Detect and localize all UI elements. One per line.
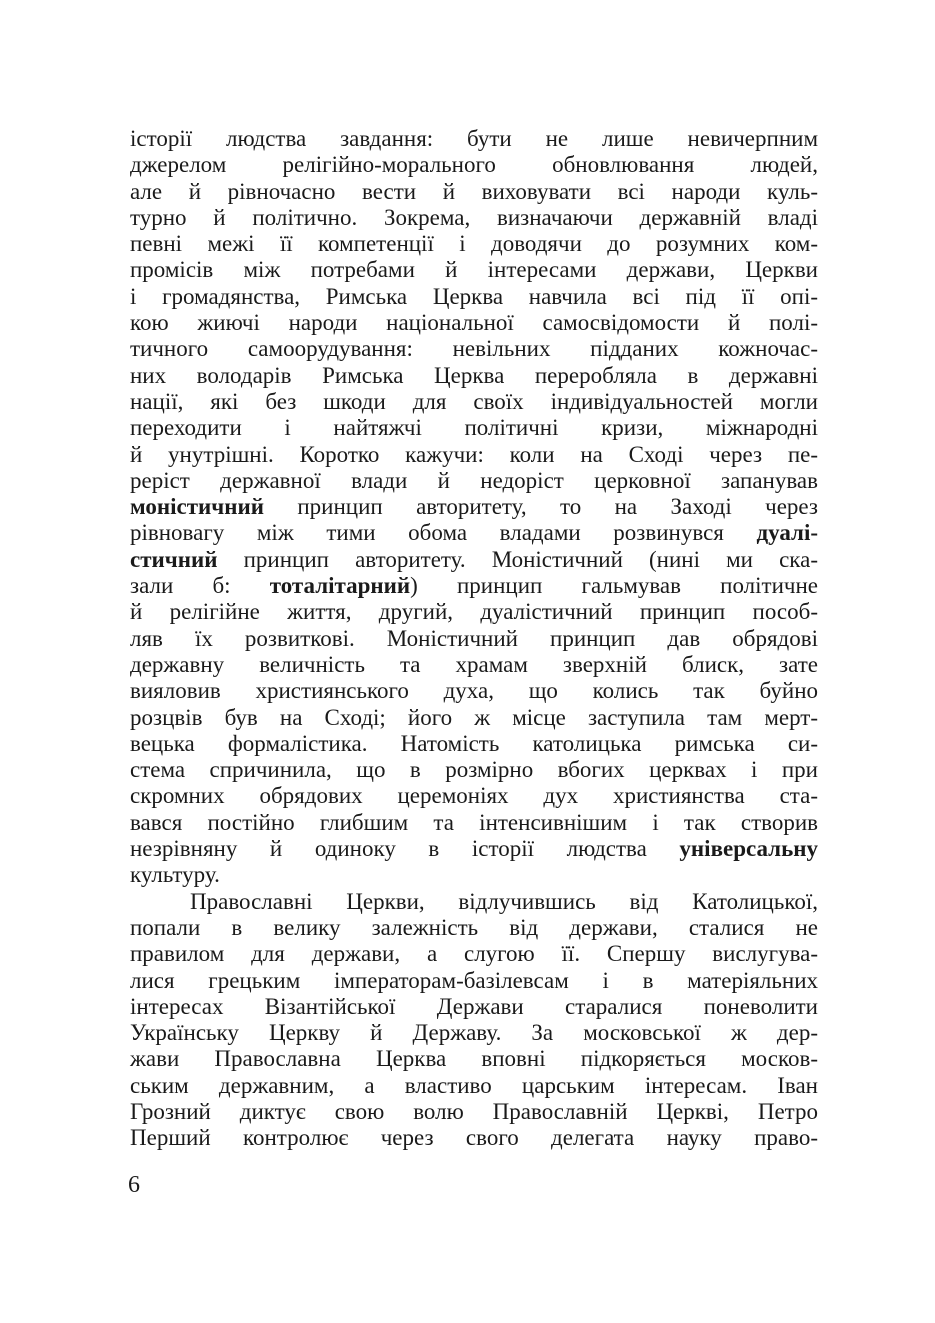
text-line	[130, 915, 818, 941]
text-line	[130, 442, 818, 468]
line-text: культуру.	[130, 862, 220, 888]
line-text: переходити і найтяжчі політичні кризи, міжнародні	[130, 415, 818, 441]
line-text: Православні Церкви, відлучившись від Католицької,	[190, 888, 818, 914]
line-text: попали в велику залежність від держави, сталися не	[130, 914, 818, 940]
line-text: правилом для держави, а слугою її. Спершу вислугува-	[130, 941, 818, 967]
text-line	[130, 889, 818, 915]
line-text: принцип авторитету. Моністичний (нині ми ска-	[217, 546, 818, 572]
text-line	[130, 652, 818, 678]
paragraph-2	[130, 889, 818, 1152]
bold-term: моністичний	[130, 494, 264, 520]
line-text: й унутрішні. Коротко кажучи: коли на Сході через пе-	[130, 441, 818, 467]
text-line	[130, 757, 818, 783]
text-line	[130, 783, 818, 809]
bold-term: стичний	[130, 546, 218, 572]
text-line	[130, 573, 818, 599]
text-line	[130, 836, 818, 862]
line-text: вався постійно глибшим та інтенсивнішим і так створив	[130, 809, 818, 835]
text-line	[130, 310, 818, 336]
line-text: джерелом релігійно-морального обновлювання людей,	[130, 152, 818, 178]
line-text: стема спричинила, що в розмірно вбогих церквах і при	[130, 757, 818, 783]
text-line	[130, 1099, 818, 1125]
text-line	[130, 968, 818, 994]
line-text: ) принцип гальмував політичне	[410, 573, 818, 599]
line-text: інтересах Візантійської Держави старалися поневолити	[130, 993, 818, 1019]
line-text: жави Православна Церква вповні підкоряється москов-	[130, 1046, 818, 1072]
line-text: незрівняну й одиноку в історії людства	[130, 836, 680, 862]
text-line	[130, 257, 818, 283]
line-text: кою жиючі народи національної самосвідомости й полі-	[130, 310, 818, 336]
text-line	[130, 810, 818, 836]
line-text: Українську Церкву й Державу. За московської ж дер-	[130, 1020, 818, 1046]
text-line	[130, 1073, 818, 1099]
text-line	[130, 520, 818, 546]
line-text: Перший контролює через свого делегата науку право-	[130, 1125, 818, 1151]
line-text: ським державним, а властиво царським інтересам. Іван	[130, 1072, 818, 1098]
text-line	[130, 705, 818, 731]
line-text: зали б:	[130, 573, 270, 599]
body-text	[130, 126, 818, 1152]
text-line	[130, 494, 818, 520]
text-line	[130, 152, 818, 178]
line-text: державну величність та храмам зверхній блиск, зате	[130, 651, 818, 677]
paragraph-1	[130, 126, 818, 889]
page-number: 6	[128, 1172, 140, 1198]
text-line	[130, 179, 818, 205]
line-text: турно й політично. Зокрема, визначаючи державній владі	[130, 204, 818, 230]
text-line	[130, 1046, 818, 1072]
text-line	[130, 389, 818, 415]
line-text: лися грецьким імператорам-базілевсам і в матеріяльних	[130, 967, 818, 993]
line-text: і громадянства, Римська Церква навчила всі під її опі-	[130, 283, 818, 309]
text-line	[130, 599, 818, 625]
text-line	[130, 862, 818, 888]
line-text: розцвів був на Сході; його ж місце заступила там мерт-	[130, 704, 818, 730]
bold-term: дуалі-	[756, 520, 818, 546]
text-line	[130, 731, 818, 757]
bold-term: універсальну	[679, 836, 818, 862]
text-line	[130, 415, 818, 441]
text-line	[130, 205, 818, 231]
line-text: промісів між потребами й інтересами держави, Церкви	[130, 257, 818, 283]
line-text: вияловив християнського духа, що колись так буйно	[130, 678, 818, 704]
text-line	[130, 284, 818, 310]
line-text: історії людства завдання: бути не лише невичерпним	[130, 126, 818, 151]
line-text: Грозний диктує свою волю Православній Церкві, Петро	[130, 1098, 818, 1124]
text-line	[130, 126, 818, 152]
line-text: тичного самоорудування: невільних підданих кожночас-	[130, 336, 818, 362]
text-line	[130, 678, 818, 704]
line-text: рівновагу між тими обома владами розвинувся	[130, 520, 757, 546]
text-line	[130, 231, 818, 257]
text-line	[130, 336, 818, 362]
text-line	[130, 994, 818, 1020]
bold-term: тоталітарний	[269, 573, 411, 599]
text-line	[130, 626, 818, 652]
text-line	[130, 941, 818, 967]
line-text: певні межі її компетенції і доводячи до розумних ком-	[130, 231, 818, 257]
line-text: але й рівночасно вести й виховувати всі народи куль-	[130, 178, 818, 204]
text-line	[130, 468, 818, 494]
text-line	[130, 1125, 818, 1151]
line-text: й релігійне життя, другий, дуалістичний принцип пособ-	[130, 599, 818, 625]
text-line	[130, 547, 818, 573]
line-text: реріст державної влади й недоріст церковної запанував	[130, 467, 818, 493]
line-text: ляв їх розвиткові. Моністичний принцип дав обрядові	[130, 625, 818, 651]
line-text: них володарів Римська Церква переробляла в державні	[130, 362, 818, 388]
text-line	[130, 1020, 818, 1046]
line-text: вецька формалістика. Натомість католицька римська си-	[130, 730, 818, 756]
line-text: нації, які без шкоди для своїх індивідуальностей могли	[130, 388, 818, 414]
line-text: принцип авторитету, то на Заході через	[264, 494, 818, 520]
text-line	[130, 363, 818, 389]
line-text: скромних обрядових церемоніях дух християнства ста-	[130, 783, 818, 809]
